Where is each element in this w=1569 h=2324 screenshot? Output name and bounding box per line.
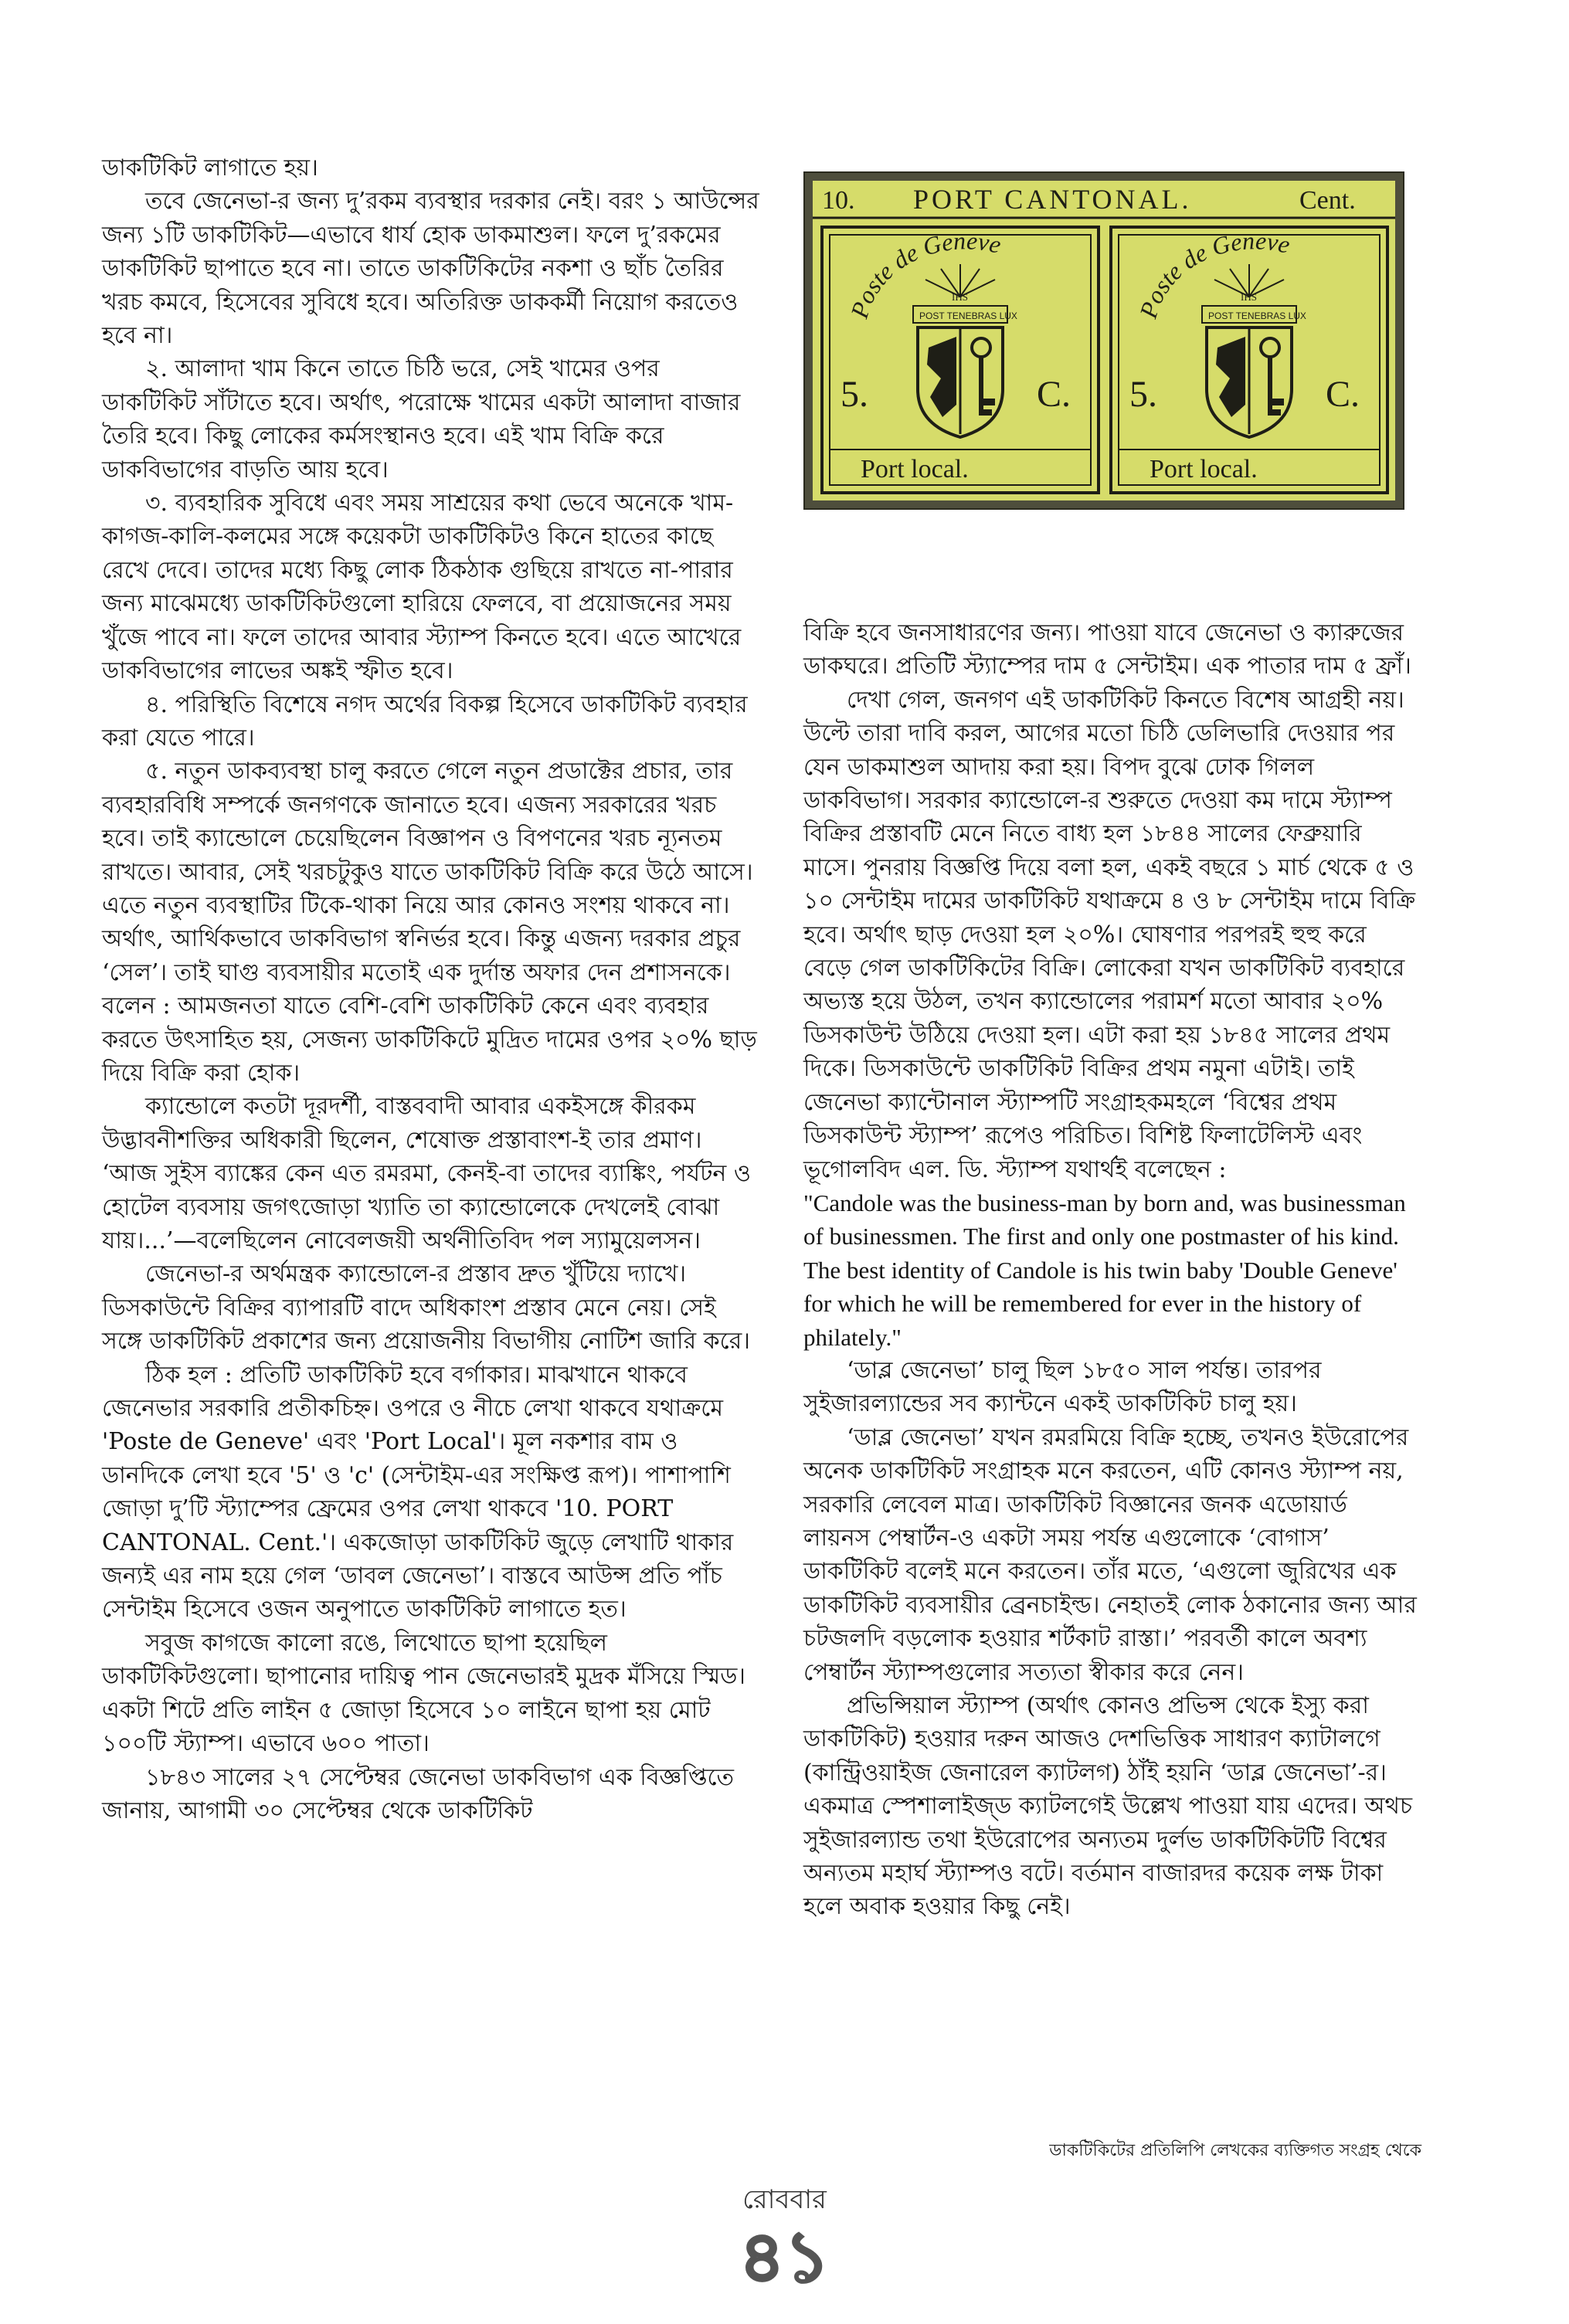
paragraph: ৫. নতুন ডাকব্যবস্থা চালু করতে গেলে নতুন প্রডাক্টের প্রচার, তার ব্যবহারবিধি সম্পর্কে জনগণকে জানাতে হবে। এজন্য সরকারের খরচ হবে। তাই ক্যান্ডোলে চেয়েছিলেন বিজ্ঞাপন ও বিপণনের খরচ ন্যূনতম রাখতে। আবার, সেই খরচটুকুও যাতে ডাকটিকিট বিক্রি করে উঠে আসে। এতে নতুন ব্যবস্থাটির টিকে-থাকা নিয়ে আর কোনও সংশয় থাকবে না। অর্থাৎ, আর্থিকভাবে ডাকবিভাগ স্বনির্ভর হবে। কিন্তু এজন্য দরকার প্রচুর ‘সেল’। তাই ঘাগু ব্যবসায়ীর মতোই এক দুর্দান্ত অফার দেন প্রশাসনকে। বলেন : আমজনতা যাতে বেশি-বেশি ডাকটিকিট কেনে এবং ব্যবহার করতে উৎসাহিত হয়, সেজন্য ডাকটিকিটে মুদ্রিত দামের ওপর ২০% ছাড় দিয়ে বিক্রি করা হোক। (102, 758, 757, 1087)
paragraph: ‘ডাব্ল জেনেভা’ যখন রমরমিয়ে বিক্রি হচ্ছে, তখনও ইউরোপের অনেক ডাকটিকিট সংগ্রাহক মনে করতেন, এটি কোনও স্ট্যাম্প নয়, সরকারি লেবেল মাত্র। ডাকটিকিট বিজ্ঞানের জনক এডোয়ার্ড লায়নস পেম্বার্টন-ও একটা সময় পর্যন্ত এগুলোকে ‘বোগাস’ ডাকটিকিট বলেই মনে করতেন। তাঁর মতে, ‘এগুলো জুরিখের এক ডাকটিকিট ব্যবসায়ীর ব্রেনচাইল্ড। নেহাতই লোক ঠকানোর জন্য আর চটজলদি বড়লোক হওয়ার শর্টকাট রাস্তা।’ পরবর্তী কালে অবশ্য পেম্বার্টন স্ট্যাম্পগুলোর সত্যতা স্বীকার করে নেন। (803, 1423, 1417, 1686)
paragraph: দেখা গেল, জনগণ এই ডাকটিকিট কিনতে বিশেষ আগ্রহী নয়। উল্টে তারা দাবি করল, আগের মতো চিঠি ডেলিভারি দেওয়ার পর যেন ডাকমাশুল আদায় করা হয়। বিপদ বুঝে ঢোক গিলল ডাকবিভাগ। সরকার ক্যান্ডোলে-র শুরুতে দেওয়া কম দামে স্ট্যাম্প বিক্রির প্রস্তাবটি মেনে নিতে বাধ্য হল ১৮৪৪ সালের ফেব্রুয়ারি মাসে। পুনরায় বিজ্ঞপ্তি দিয়ে বলা হল, একই বছরে ১ মার্চ থেকে ৫ ও ১০ সেন্টাইম দামের ডাকটিকিট যথাক্রমে ৪ ও ৮ সেন্টাইম দামে বিক্রি হবে। অর্থাৎ ছাড় দেওয়া হল ২০%। ঘোষণার পরপরই হুহু করে বেড়ে গেল ডাকটিকিটের বিক্রি। লোকেরা যখন ডাকটিকিট ব্যবহারে অভ্যস্ত হয়ে উঠল, তখন ক্যান্ডোলের পরামর্শ মতো আবার ২০% ডিসকাউন্ট উঠিয়ে দেওয়া হল। এটা করা হয় ১৮৪৫ সালের প্রথম দিকে। ডিসকাউন্টে ডাকটিকিট বিক্রির প্রথম নমুনা এটাই। তাই জেনেভা ক্যান্টোনাল স্ট্যাম্পটি সংগ্রাহকমহলে ‘বিশ্বের প্রথম ডিসকাউন্ট স্ট্যাম্প’ রূপেও পরিচিত। বিশিষ্ট ফিলাটেলিস্ট এবং ভূগোলবিদ এল. ডি. স্ট্যাম্প যথার্থই বলেছেন : (803, 686, 1416, 1183)
stamp-left-motto: POST TENEBRAS LUX (919, 310, 1017, 321)
paragraph: ক্যান্ডোলে কতটা দূরদর্শী, বাস্তববাদী আবার একইসঙ্গে কীরকম উদ্ভাবনীশক্তির অধিকারী ছিলেন, শেষোক্ত প্রস্তাবাংশ-ই তার প্রমাণ। ‘আজ সুইস ব্যাঙ্কের কেন এত রমরমা, কেনই-বা তাদের ব্যাঙ্কিং, পর্যটন ও হোটেল ব্যবসায় জগৎজোড়া খ্যাতি তা ক্যান্ডোলেকে দেখলেই বোঝা যায়।...’—বলেছিলেন নোবেলজয়ী অর্থনীতিবিদ পল স্যামুয়েলসন। (102, 1093, 751, 1254)
stamp-left-arc-text: Poste de Geneve (844, 226, 1004, 322)
paragraph: ডাকটিকিট লাগাতে হয়। (102, 154, 318, 182)
stamp-left-bottom-text: Port local. (861, 455, 969, 483)
paragraph: তবে জেনেভা-র জন্য দু’রকম ব্যবস্থার দরকার নেই। বরং ১ আউন্সের জন্য ১টি ডাকটিকিট—এভাবে ধার্য হোক ডাকমাশুল। ফলে দু’রকমের ডাকটিকিট ছাপাতে হবে না। তাতে ডাকটিকিটের নকশা ও ছাঁচ তৈরির খরচ কমবে, হিসেবের সুবিধে হবে। অতিরিক্ত ডাককর্মী নিয়োগ করতেও হবে না। (102, 188, 759, 350)
image-credit-caption: ডাকটিকিটের প্রতিলিপি লেখকের ব্যক্তিগত সংগ্রহ থেকে (1049, 2141, 1421, 2160)
paragraph: বিক্রি হবে জনসাধারণের জন্য। পাওয়া যাবে জেনেভা ও ক্যারুজের ডাকঘরে। প্রতিটি স্ট্যাম্পের দাম ৫ সেন্টাইম। এক পাতার দাম ৫ ফ্রাঁ। (803, 619, 1411, 680)
paragraph: ২. আলাদা খাম কিনে তাতে চিঠি ভরে, সেই খামের ওপর ডাকটিকিট সাঁটাতে হবে। অর্থাৎ, পরোক্ষে খামের একটা আলাদা বাজার তৈরি হবে। কিছু লোকের কর্মসংস্থানও হবে। এই খাম বিক্রি করে ডাকবিভাগের বাড়তি আয় হবে। (102, 355, 741, 483)
paragraph: ‘ডাব্ল জেনেভা’ চালু ছিল ১৮৫০ সাল পর্যন্ত। তারপর সুইজারল্যান্ডের সব ক্যান্টনে একই ডাকটিকিট চালু হয়। (803, 1356, 1322, 1418)
banner-number: 10. (822, 186, 855, 215)
stamp-right-currency: C. (1326, 374, 1360, 415)
stamp-right-value: 5. (1129, 374, 1157, 415)
paragraph: ৪. পরিস্থিতি বিশেষে নগদ অর্থের বিকল্প হিসেবে ডাকটিকিট ব্যবহার করা যেতে পারে। (102, 690, 748, 751)
paragraph: জেনেভা-র অর্থমন্ত্রক ক্যান্ডোলে-র প্রস্তাব দ্রুত খুঁটিয়ে দ্যাখে। ডিসকাউন্টে বিক্রির ব্যাপারটি বাদে অধিকাংশ প্রস্তাব মেনে নেয়। সেই সঙ্গে ডাকটিকিট প্রকাশের জন্য প্রয়োজনীয় বিভাগীয় নোটিশ জারি করে। (102, 1260, 750, 1355)
page-number: ৪১ (739, 2216, 830, 2298)
stamp-right-arc-text: Poste de Geneve (1133, 226, 1293, 322)
left-text-column (102, 151, 760, 1827)
stamp-paper (813, 181, 1395, 500)
paragraph: প্রভিন্সিয়াল স্ট্যাম্প (অর্থাৎ কোনও প্রভিন্স থেকে ইস্যু করা ডাকটিকিট) হওয়ার দরুন আজও দেশভিত্তিক সাধারণ ক্যাটালগে (কান্ট্রিওয়াইজ জেনারেল ক্যাটলগ) ঠাঁই হয়নি ‘ডাব্ল জেনেভা’-র। একমাত্র স্পেশালাইজ্‌ড ক্যাটলগেই উল্লেখ পাওয়া যায় এদের। অথচ সুইজারল্যান্ড তথা ইউরোপের অন্যতম দুর্লভ ডাকটিকিটটি বিশ্বের অন্যতম মহার্ঘ স্ট্যাম্পও বটে। বর্তমান বাজারদর কয়েক লক্ষ টাকা হলে অবাক হওয়ার কিছু নেই। (803, 1692, 1413, 1921)
banner-port-cantonal: PORT CANTONAL. (913, 184, 1192, 215)
paragraph: সবুজ কাগজে কালো রঙে, লিথোতে ছাপা হয়েছিল ডাকটিকিটগুলো। ছাপানোর দায়িত্ব পান জেনেভারই মুদ্রক মঁসিয়ে স্মিড। একটা শিটে প্রতি লাইন ৫ জোড়া হিসেবে ১০ লাইনে ছাপা হয় মোট ১০০টি স্ট্যাম্প। এভাবে ৬০০ পাতা। (102, 1629, 746, 1758)
stamp-left-currency: C. (1037, 374, 1071, 415)
stamp-right-motto: POST TENEBRAS LUX (1208, 310, 1306, 321)
stamp-pair-illustration (805, 173, 1403, 508)
paragraph: "Candole was the business-man by born and, was businessman of businessmen. The first and only one postmaster of his kind. The best identity of Candole is his twin baby 'Double Geneve' for which he will be remembered for ever in the history of philately." (803, 1189, 1406, 1351)
double-geneva-stamp-image (803, 171, 1404, 510)
stamp-left-ihs: IHS (952, 291, 968, 303)
paragraph: ৩. ব্যবহারিক সুবিধে এবং সময় সাশ্রয়ের কথা ভেবে অনেকে খাম-কাগজ-কালি-কলমের সঙ্গে কয়েকটা ডাকটিকিটও কিনে হাতের কাছে রেখে দেবে। তাদের মধ্যে কিছু লোক ঠিকঠাক গুছিয়ে রাখতে না-পারার জন্য মাঝেমধ্যে ডাকটিকিটগুলো হারিয়ে ফেলবে, বা প্রয়োজনের সময় খুঁজে পাবে না। ফলে তাদের আবার স্ট্যাম্প কিনতে হবে। এতে আখেরে ডাকবিভাগের লাভের অঙ্কই স্ফীত হবে। (102, 490, 742, 685)
stamp-right-ihs: IHS (1241, 291, 1257, 303)
paragraph: ঠিক হল : প্রতিটি ডাকটিকিট হবে বর্গাকার। মাঝখানে থাকবে জেনেভার সরকারি প্রতীকচিহ্ন। ওপরে ও নীচে লেখা থাকবে যথাক্রমে 'Poste de Geneve' এবং 'Port Local'। মূল নকশার বাম ও ডানদিকে লেখা হবে '5' ও 'c' (সেন্টাইম-এর সংক্ষিপ্ত রূপ)। পাশাপাশি জোড়া দু’টি স্ট্যাম্পের ফ্রেমের ওপর লেখা থাকবে '10. PORT CANTONAL. Cent.'। একজোড়া ডাকটিকিট জুড়ে লেখাটি থাকার জন্যই এর নাম হয়ে গেল ‘ডাবল জেনেভা’। বাস্তবে আউন্স প্রতি পাঁচ সেন্টাইম হিসেবে ওজন অনুপাতে ডাকটিকিট লাগাতে হত। (102, 1361, 734, 1623)
stamp-left-value: 5. (841, 374, 868, 415)
paragraph: ১৮৪৩ সালের ২৭ সেপ্টেম্বর জেনেভা ডাকবিভাগ এক বিজ্ঞপ্তিতে জানায়, আগামী ৩০ সেপ্টেম্বর থেকে ডাকটিকিট (102, 1763, 735, 1824)
magazine-name: রোববার (742, 2184, 827, 2215)
stamp-right-bottom-text: Port local. (1150, 455, 1258, 483)
banner-cent: Cent. (1299, 186, 1356, 215)
right-text-column (803, 616, 1417, 1924)
